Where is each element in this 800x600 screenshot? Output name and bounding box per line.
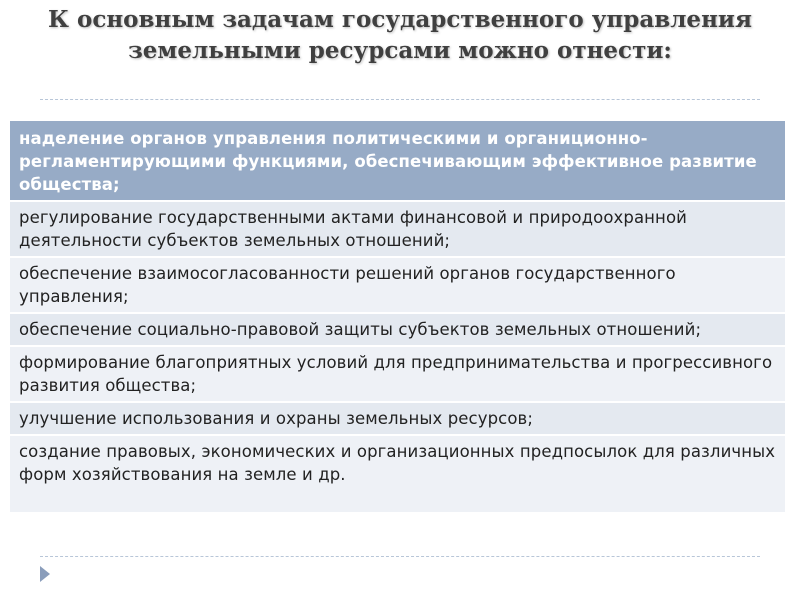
footer-divider [40,556,760,557]
task-cell: наделение органов управления политическими и органиционно-регламентирующими функциями, обеспечивающим эффективное развитие общества; [10,121,785,202]
title-divider [40,99,760,100]
triangle-right-icon[interactable] [40,566,50,582]
table-row [10,314,785,347]
task-cell: создание правовых, экономических и организационных предпосылок для различных форм хозяйствования на земле и др. [10,436,785,514]
task-cell: обеспечение социально-правовой защиты субъектов земельных отношений; [10,314,785,347]
task-cell: регулирование государственными актами финансовой и природоохранной деятельности субъектов земельных отношений; [10,202,785,258]
task-cell: формирование благоприятных условий для предпринимательства и прогрессивного развития общества; [10,347,785,403]
table-row [10,202,785,258]
table-row [10,347,785,403]
task-cell: обеспечение взаимосогласованности решений органов государственного управления; [10,258,785,314]
table-row [10,258,785,314]
table-row [10,121,785,202]
table-row [10,403,785,436]
slide-title: К основным задачам государственного управления земельными ресурсами можно отнести: [48,6,752,64]
table-row [10,436,785,514]
tasks-table [10,121,785,514]
task-cell: улучшение использования и охраны земельных ресурсов; [10,403,785,436]
